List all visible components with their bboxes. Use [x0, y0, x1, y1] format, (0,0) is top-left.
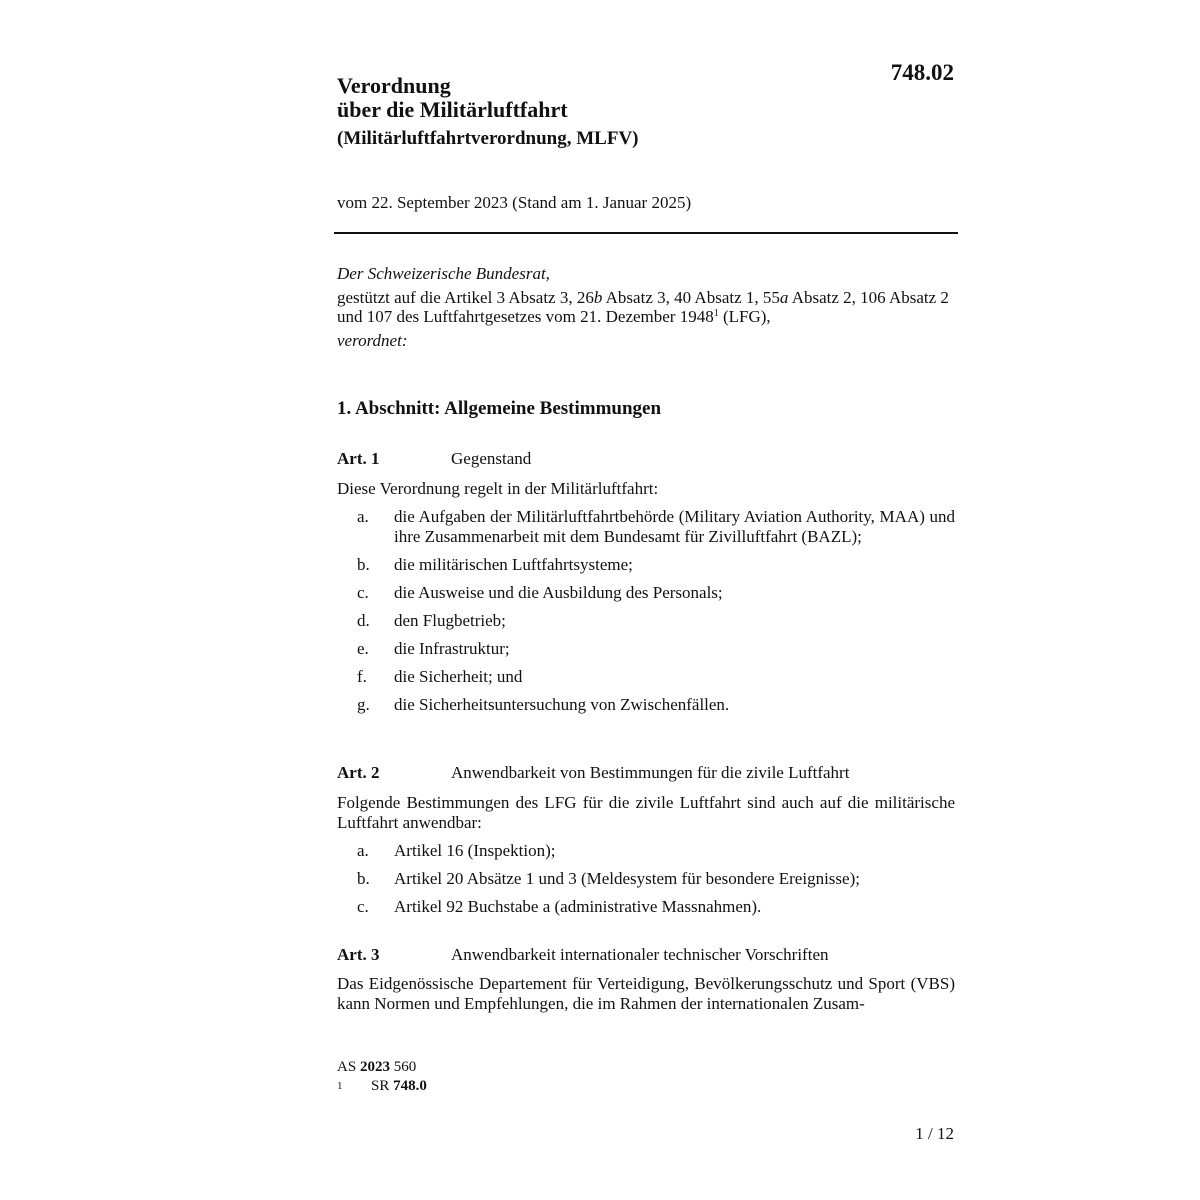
article-3-body	[337, 974, 955, 1013]
title-short-name: (Militärluftfahrtverordnung, MLFV)	[337, 128, 639, 149]
article-number: Art. 2	[337, 763, 380, 782]
article-title: Anwendbarkeit internationaler technischer Vorschriften	[451, 945, 829, 964]
footnote-ref-1[interactable]: 1	[713, 308, 719, 319]
list-item: a. Artikel 16 (Inspektion);	[357, 840, 556, 860]
article-1-heading	[337, 449, 531, 469]
list-item: e. die Infrastruktur;	[357, 638, 510, 658]
article-number: Art. 3	[337, 945, 380, 964]
article-number: Art. 1	[337, 449, 380, 468]
footnote-1: 1 SR 748.0	[337, 1078, 427, 1094]
article-1-list	[337, 507, 955, 714]
document-title	[337, 74, 639, 151]
section-heading: 1. Abschnitt: Allgemeine Bestimmungen	[337, 398, 662, 419]
title-line-1: Verordnung	[337, 73, 451, 98]
article-title: Anwendbarkeit von Bestimmungen für die zivile Luftfahrt	[451, 763, 850, 782]
list-item: b. die militärischen Luftfahrtsysteme;	[357, 554, 633, 574]
article-intro: Folgende Bestimmungen des LFG für die zivile Luftfahrt sind auch auf die militärische Luftfahrt anwendbar:	[337, 793, 955, 832]
title-line-2: über die Militärluftfahrt	[337, 97, 568, 122]
document-date: vom 22. September 2023 (Stand am 1. Januar 2025)	[337, 193, 692, 212]
title-divider	[334, 232, 958, 234]
official-collection-ref: AS 2023 560	[337, 1059, 417, 1075]
preamble-enacts: verordnet:	[337, 330, 408, 350]
list-item: c. die Ausweise und die Ausbildung des Personals;	[357, 582, 723, 602]
page-indicator: 1 / 12	[915, 1124, 954, 1143]
article-intro: Das Eidgenössische Departement für Verteidigung, Bevölkerungsschutz und Sport (VBS) kann Normen und Empfehlungen, die im Rahmen der internationalen Zusam-	[337, 974, 955, 1013]
list-item: a. die Aufgaben der Militärluftfahrtbehörde (Military Aviation Authority, MAA) und ihre Zusammenarbeit mit dem Bundesamt für Zivilluftfahrt (BAZL);	[357, 507, 955, 546]
article-2-heading	[337, 763, 849, 783]
preamble-legal-basis: gestützt auf die Artikel 3 Absatz 3, 26b Absatz 3, 40 Absatz 1, 55a Absatz 2, 106 Absatz 2 und 107 des Luftfahrtgesetzes vom 21. Dezember 1948$^1$ (LFG),	[337, 287, 949, 326]
preamble	[337, 264, 955, 350]
list-item: g. die Sicherheitsuntersuchung von Zwischenfällen.	[357, 694, 730, 714]
article-title: Gegenstand	[451, 449, 532, 468]
article-2-body	[337, 793, 955, 916]
article-2-list	[337, 841, 955, 917]
preamble-authority: Der Schweizerische Bundesrat,	[337, 264, 550, 283]
article-intro: Diese Verordnung regelt in der Militärluftfahrt:	[337, 479, 659, 498]
list-item: c. Artikel 92 Buchstabe a (administrative Massnahmen).	[357, 896, 762, 916]
sr-number: 748.02	[890, 60, 954, 85]
list-item: d. den Flugbetrieb;	[357, 610, 506, 630]
article-3-heading	[337, 945, 829, 965]
list-item: b. Artikel 20 Absätze 1 und 3 (Meldesystem für besondere Ereignisse);	[357, 868, 860, 888]
footnotes	[337, 1058, 427, 1096]
list-item: f. die Sicherheit; und	[357, 666, 523, 686]
article-1-body	[337, 479, 955, 714]
